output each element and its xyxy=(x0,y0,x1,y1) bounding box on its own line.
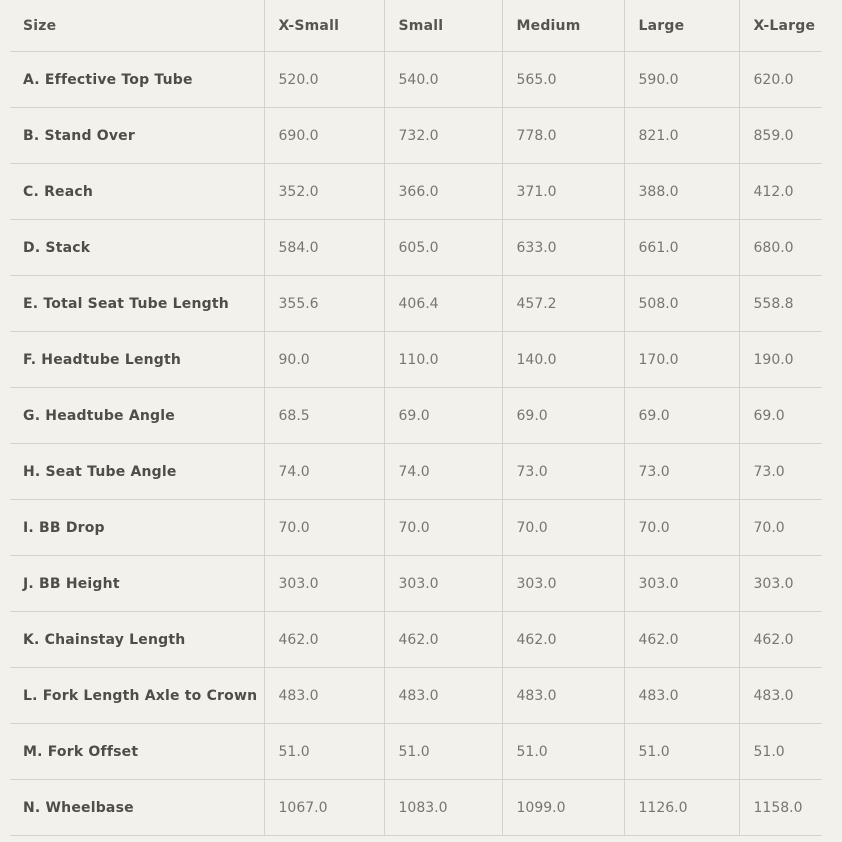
medium-value: 371.0 xyxy=(502,164,624,220)
small-value: 51.0 xyxy=(384,724,502,780)
header-medium: Medium xyxy=(502,0,624,52)
measurement-label: K. Chainstay Length xyxy=(10,612,264,668)
measurement-label: J. BB Height xyxy=(10,556,264,612)
x-small-value: 74.0 xyxy=(264,444,384,500)
measurement-label: L. Fork Length Axle to Crown xyxy=(10,668,264,724)
table-body xyxy=(10,52,822,836)
medium-value: 70.0 xyxy=(502,500,624,556)
header-small: Small xyxy=(384,0,502,52)
large-value: 388.0 xyxy=(624,164,739,220)
x-small-value: 584.0 xyxy=(264,220,384,276)
small-value: 70.0 xyxy=(384,500,502,556)
measurement-label: B. Stand Over xyxy=(10,108,264,164)
x-large-value: 680.0 xyxy=(739,220,822,276)
medium-value: 73.0 xyxy=(502,444,624,500)
measurement-label: G. Headtube Angle xyxy=(10,388,264,444)
header-x-large: X-Large xyxy=(739,0,822,52)
large-value: 1126.0 xyxy=(624,780,739,836)
x-small-value: 68.5 xyxy=(264,388,384,444)
table-row xyxy=(10,444,822,500)
large-value: 69.0 xyxy=(624,388,739,444)
medium-value: 565.0 xyxy=(502,52,624,108)
x-small-value: 352.0 xyxy=(264,164,384,220)
measurement-label: C. Reach xyxy=(10,164,264,220)
medium-value: 483.0 xyxy=(502,668,624,724)
measurement-label: A. Effective Top Tube xyxy=(10,52,264,108)
large-value: 73.0 xyxy=(624,444,739,500)
medium-value: 69.0 xyxy=(502,388,624,444)
medium-value: 633.0 xyxy=(502,220,624,276)
measurement-label: E. Total Seat Tube Length xyxy=(10,276,264,332)
large-value: 462.0 xyxy=(624,612,739,668)
measurement-label: M. Fork Offset xyxy=(10,724,264,780)
medium-value: 457.2 xyxy=(502,276,624,332)
small-value: 732.0 xyxy=(384,108,502,164)
x-large-value: 69.0 xyxy=(739,388,822,444)
x-large-value: 558.8 xyxy=(739,276,822,332)
x-large-value: 483.0 xyxy=(739,668,822,724)
medium-value: 140.0 xyxy=(502,332,624,388)
x-large-value: 73.0 xyxy=(739,444,822,500)
table-row xyxy=(10,332,822,388)
x-large-value: 859.0 xyxy=(739,108,822,164)
medium-value: 778.0 xyxy=(502,108,624,164)
large-value: 170.0 xyxy=(624,332,739,388)
x-small-value: 462.0 xyxy=(264,612,384,668)
medium-value: 303.0 xyxy=(502,556,624,612)
table-row xyxy=(10,500,822,556)
medium-value: 462.0 xyxy=(502,612,624,668)
small-value: 540.0 xyxy=(384,52,502,108)
large-value: 661.0 xyxy=(624,220,739,276)
x-small-value: 303.0 xyxy=(264,556,384,612)
table-header xyxy=(10,0,822,52)
table-row xyxy=(10,556,822,612)
header-row xyxy=(10,0,822,52)
measurement-label: I. BB Drop xyxy=(10,500,264,556)
x-small-value: 70.0 xyxy=(264,500,384,556)
medium-value: 1099.0 xyxy=(502,780,624,836)
table-row xyxy=(10,780,822,836)
measurement-label: H. Seat Tube Angle xyxy=(10,444,264,500)
x-small-value: 690.0 xyxy=(264,108,384,164)
table-row xyxy=(10,164,822,220)
large-value: 51.0 xyxy=(624,724,739,780)
small-value: 462.0 xyxy=(384,612,502,668)
geometry-table xyxy=(10,0,822,836)
table-row xyxy=(10,724,822,780)
x-small-value: 520.0 xyxy=(264,52,384,108)
table-row xyxy=(10,52,822,108)
table-row xyxy=(10,668,822,724)
x-small-value: 90.0 xyxy=(264,332,384,388)
x-small-value: 1067.0 xyxy=(264,780,384,836)
small-value: 483.0 xyxy=(384,668,502,724)
small-value: 74.0 xyxy=(384,444,502,500)
large-value: 70.0 xyxy=(624,500,739,556)
header-large: Large xyxy=(624,0,739,52)
large-value: 821.0 xyxy=(624,108,739,164)
x-small-value: 355.6 xyxy=(264,276,384,332)
x-small-value: 51.0 xyxy=(264,724,384,780)
large-value: 508.0 xyxy=(624,276,739,332)
table-row xyxy=(10,220,822,276)
x-large-value: 303.0 xyxy=(739,556,822,612)
small-value: 406.4 xyxy=(384,276,502,332)
small-value: 69.0 xyxy=(384,388,502,444)
small-value: 110.0 xyxy=(384,332,502,388)
x-large-value: 620.0 xyxy=(739,52,822,108)
geometry-table-container xyxy=(10,0,822,836)
table-row xyxy=(10,388,822,444)
small-value: 1083.0 xyxy=(384,780,502,836)
x-small-value: 483.0 xyxy=(264,668,384,724)
measurement-label: F. Headtube Length xyxy=(10,332,264,388)
table-row xyxy=(10,612,822,668)
small-value: 605.0 xyxy=(384,220,502,276)
header-x-small: X-Small xyxy=(264,0,384,52)
table-row xyxy=(10,108,822,164)
large-value: 303.0 xyxy=(624,556,739,612)
small-value: 366.0 xyxy=(384,164,502,220)
measurement-label: D. Stack xyxy=(10,220,264,276)
small-value: 303.0 xyxy=(384,556,502,612)
x-large-value: 190.0 xyxy=(739,332,822,388)
large-value: 483.0 xyxy=(624,668,739,724)
large-value: 590.0 xyxy=(624,52,739,108)
table-row xyxy=(10,276,822,332)
x-large-value: 462.0 xyxy=(739,612,822,668)
x-large-value: 1158.0 xyxy=(739,780,822,836)
medium-value: 51.0 xyxy=(502,724,624,780)
x-large-value: 51.0 xyxy=(739,724,822,780)
x-large-value: 412.0 xyxy=(739,164,822,220)
measurement-label: N. Wheelbase xyxy=(10,780,264,836)
header-size: Size xyxy=(10,0,264,52)
x-large-value: 70.0 xyxy=(739,500,822,556)
